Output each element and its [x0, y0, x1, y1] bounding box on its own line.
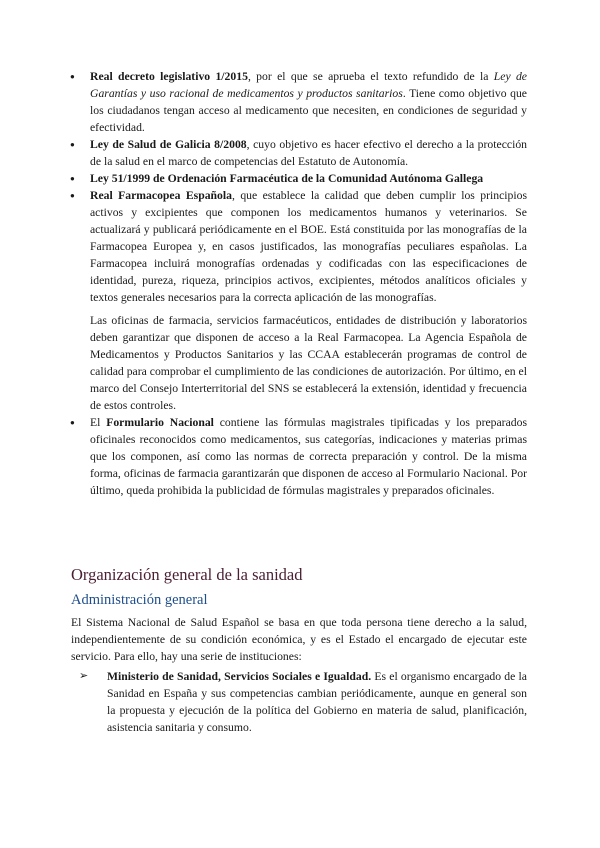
- item-title: Formulario Nacional: [106, 416, 214, 429]
- list-item: [90, 414, 527, 499]
- list-item: [90, 187, 527, 414]
- item-title: Ley de Salud de Galicia 8/2008: [90, 138, 247, 151]
- institutions-list: [79, 668, 527, 736]
- item-text: Es el organismo encargado de la Sanidad en España y sus competencias cambian periódicamente, aunque en general son la propuesta y ejecución de la política del Gobierno en materia de salud, planificación, asistencia sanitaria y consumo.: [107, 670, 527, 734]
- list-item: [90, 68, 527, 136]
- item-text: . Tiene como objetivo que los ciudadanos tengan acceso al medicamento que necesiten, en condiciones de seguridad y efectividad.: [90, 87, 527, 134]
- item-text: , que establece la calidad que deben cumplir los principios activos y excipientes que componen los medicamentos humanos y veterinarios. Se actualizará y publicará periódicamente en el BOE. Está constituida por las monografías de la Farmacopea Europea y, en casos justificados, las monografías peculiares españolas. La Farmacopea incluirá monografías ordenadas y codificadas con las especificaciones de identidad, pureza, riqueza, principios activos, excipientes, métodos analíticos oficiales y textos generales necesarios para la correcta aplicación de las monografías.: [90, 189, 527, 304]
- subsection-heading: Administración general: [71, 592, 208, 608]
- arrow-bullet-icon: ➢: [79, 670, 89, 682]
- item-text: , por el que se aprueba el texto refundido de la: [247, 70, 494, 83]
- item-paragraph: Las oficinas de farmacia, servicios farmacéuticos, entidades de distribución y laboratorios deben garantizar que disponen de acceso a la Real Farmacopea. La Agencia Española de Medicamentos y Productos Sanitarios y las CCAA establecerán programas de control de calidad para comprobar el cumplimiento de las condiciones de autorización. Por último, en el marco del Consejo Interterritorial del SNS se establecerá la extensión, identidad y frecuencia de estos controles.: [90, 314, 527, 412]
- legislation-list: [90, 68, 527, 499]
- list-item: [90, 170, 527, 187]
- section-heading: Organización general de la sanidad: [71, 565, 303, 584]
- item-italic-text: Ley de Garantías y uso racional de medicamentos y productos sanitarios: [90, 70, 527, 100]
- item-title: Real decreto legislativo 1/2015: [90, 70, 248, 83]
- intro-paragraph: El Sistema Nacional de Salud Español se basa en que toda persona tiene derecho a la salud, independientemente de su condición económica, y es el Estado el encargado de ejecutar este servicio. Para ello, hay una serie de instituciones:: [71, 616, 527, 663]
- item-title: Ley 51/1999 de Ordenación Farmacéutica de la Comunidad Autónoma Gallega: [90, 172, 484, 185]
- item-text: , cuyo objetivo es hacer efectivo el derecho a la protección de la salud en el marco de competencias del Estatuto de Autonomía.: [90, 138, 528, 168]
- list-item: [79, 668, 527, 736]
- list-item: [90, 136, 527, 170]
- item-title: Real Farmacopea Española: [90, 189, 232, 202]
- item-text: El: [90, 416, 107, 429]
- item-text: contiene las fórmulas magistrales tipificadas y los preparados oficinales reconocidos como medicamentos, sus categorías, indicaciones y materias primas que los componen, así como las normas de correcta preparación y control. De la misma forma, oficinas de farmacia garantizarán que disponen de acceso al Formulario Nacional. Por último, queda prohibida la publicidad de fórmulas magistrales y preparados oficinales.: [90, 416, 527, 497]
- item-title: Ministerio de Sanidad, Servicios Sociales e Igualdad.: [107, 670, 372, 683]
